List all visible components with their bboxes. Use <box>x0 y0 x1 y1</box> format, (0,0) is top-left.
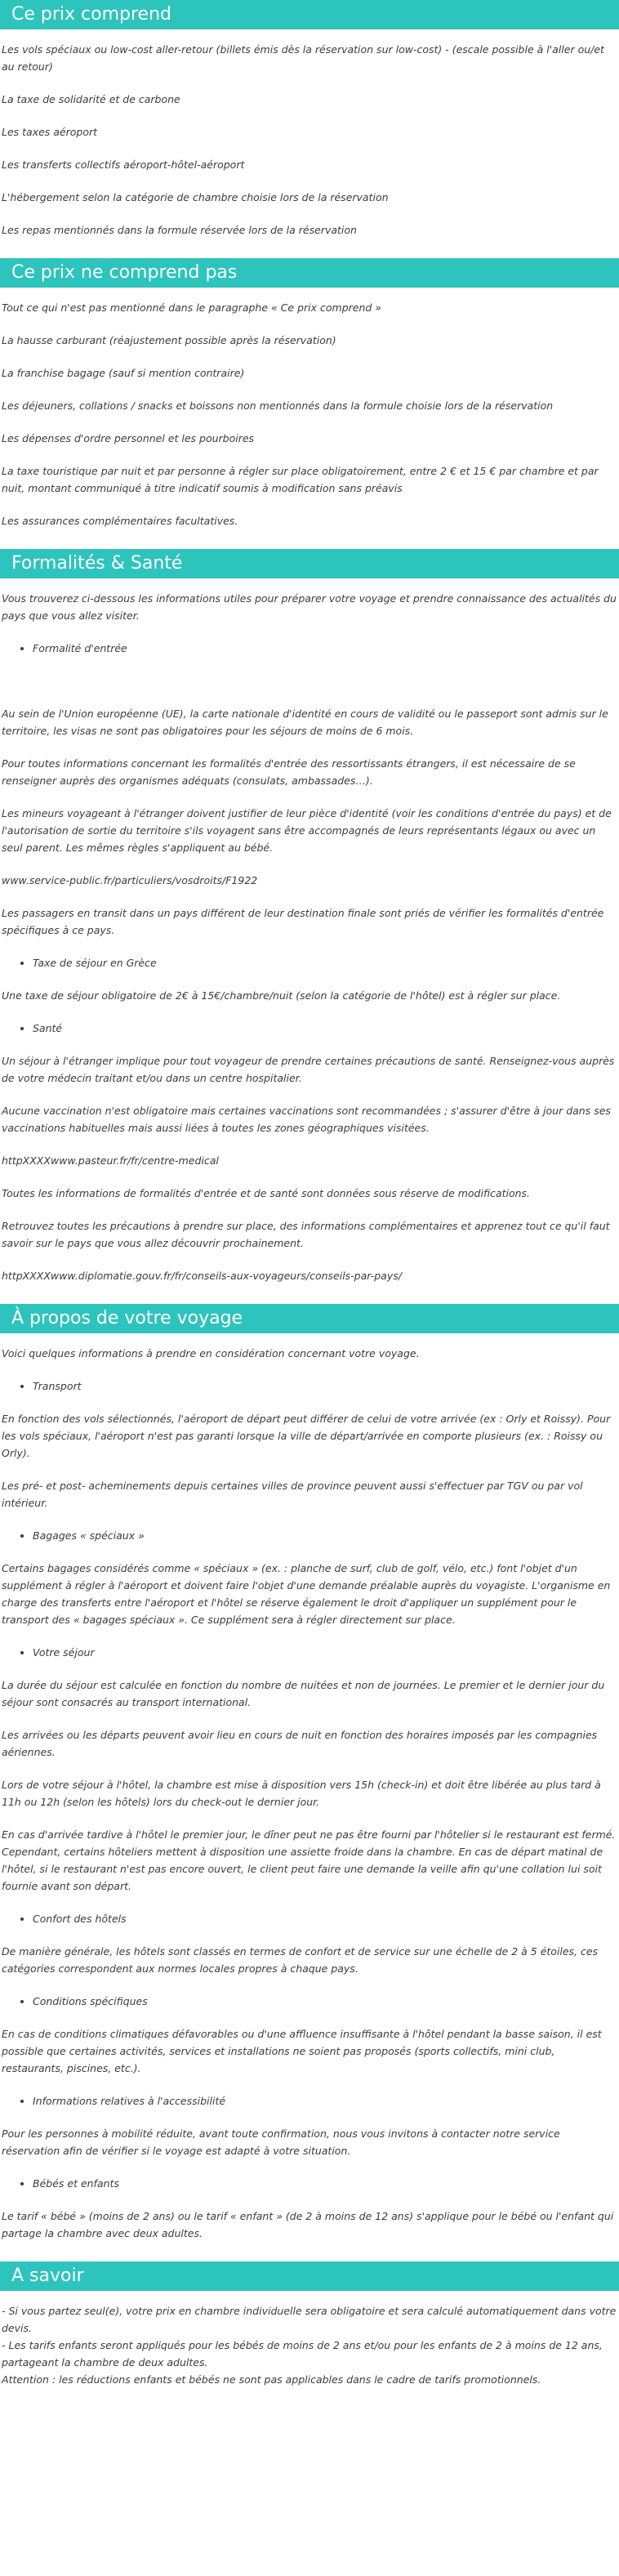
includes-item: Les vols spéciaux ou low-cost aller-retour (billets émis dès la réservation sur low-cost) - (escale possible à l'aller ou/et au retour) <box>2 43 604 73</box>
spacer <box>2 672 617 705</box>
bullet-bebes: • Bébés et enfants <box>33 2175 617 2192</box>
bullet-accessibility: • Informations relatives à l'accessibilité <box>33 2092 617 2109</box>
duree-paragraph: La durée du séjour est calculée en fonction du nombre de nuitées et non de journées. Le premier et le dernier jour du séjour sont consacrés au transport international. <box>2 1679 605 1708</box>
confort-paragraph: De manière générale, les hôtels sont classés en termes de confort et de service sur une échelle de 2 à 5 étoiles, ces catégories correspondent aux normes locales propres à chaque pays. <box>2 1945 599 1975</box>
vaccine-paragraph: Aucune vaccination n'est obligatoire mais certaines vaccinations sont recommandées ; s'assurer d'être à jour dans ses vaccinations habituelles mais aussi liées à toutes les zones géographiques visitées. <box>2 1105 611 1134</box>
bullet-list <box>2 1020 617 1037</box>
bullet-bagages: • Bagages « spéciaux » <box>33 1527 617 1544</box>
excludes-title: Ce prix ne comprend pas <box>0 258 619 288</box>
bullet-list <box>2 640 617 657</box>
foreign-paragraph: Pour toutes informations concernant les formalités d'entrée des ressortissants étrangers, il est nécessaire de se renseigner auprès des organismes adéquats (consulats, ambassades…). <box>2 757 576 787</box>
bullet-confort: • Confort des hôtels <box>33 1910 617 1927</box>
health-paragraph: Un séjour à l'étranger implique pour tout voyageur de prendre certaines précautions de santé. Renseignez-vous auprès de votre médecin traitant et/ou dans un centre hospitalier. <box>2 1055 615 1084</box>
excludes-list <box>0 299 619 529</box>
tardive-paragraph: En cas d'arrivée tardive à l'hôtel le premier jour, le dîner peut ne pas être fourni par l'hôtelier si le restaurant est fermé. Cependant, certains hôteliers mettent à disposition une assiette froide dans la chambre. En cas de départ matinal de l'hôtel, si le restaurant n'est pas encore ouvert, le client peut faire une demande la veille afin qu'une collation lui soit fournie avant son départ. <box>2 1828 616 1892</box>
about-intro: Voici quelques informations à prendre en considération concernant votre voyage. <box>2 1347 420 1359</box>
excludes-section <box>0 258 619 529</box>
savoir-line: Attention : les réductions enfants et bébés ne sont pas applicables dans le cadre de tarifs promotionnels. <box>2 2373 541 2386</box>
bagages-paragraph: Certains bagages considérés comme « spéciaux » (ex. : planche de surf, club de golf, vélo, etc.) font l'objet d'un supplément à régler à l'aéroport et doivent faire l'objet d'une demande préalable auprès du voyagiste. L'organisme en charge des transferts entre l'aéroport et l'hôtel se réserve également le droit d'appliquer un supplément pour le transport des « bagages spéciaux ». Ce supplément sera à régler directement sur place. <box>2 1562 611 1626</box>
bebes-paragraph: Le tarif « bébé » (moins de 2 ans) ou le tarif « enfant » (de 2 à moins de 12 ans) s'applique pour le bébé ou l'enfant qui partage la chambre avec deux adultes. <box>2 2210 614 2239</box>
tax-paragraph: Une taxe de séjour obligatoire de 2€ à 15€/chambre/nuit (selon la catégorie de l'hôtel) est à régler sur place. <box>2 989 561 1002</box>
bullet-list <box>2 954 617 971</box>
accessibility-paragraph: Pour les personnes à mobilité réduite, avant toute confirmation, nous vous invitons à contacter notre service réservation afin de vérifier si le voyage est adapté à votre situation. <box>2 2127 560 2157</box>
chambre-paragraph: Lors de votre séjour à l'hôtel, la chambre est mise à disposition vers 15h (check-in) et doit être libérée au plus tard à 11h ou 12h (selon les hôtels) lors du check-out le dernier jour. <box>2 1779 601 1808</box>
excludes-item: La hausse carburant (réajustement possible après la réservation) <box>2 334 336 346</box>
bullet-list <box>2 2175 617 2192</box>
retrouvez-paragraph: Retrouvez toutes les précautions à prendre sur place, des informations complémentaires et apprenez tout ce qu'il faut savoir sur le pays que vous allez découvrir prochainement. <box>2 1220 610 1249</box>
excludes-item: Tout ce qui n'est pas mentionné dans le paragraphe « Ce prix comprend » <box>2 301 382 314</box>
savoir-content <box>0 2302 619 2388</box>
conditions-paragraph: En cas de conditions climatiques défavorables ou d'une affluence insuffisante à l'hôtel pendant la basse saison, il est possible que certaines activités, services et installations ne soient pas proposés (sports collectifs, mini club, restaurants, piscines, etc.). <box>2 2028 602 2074</box>
bullet-list <box>2 1527 617 1544</box>
bullet-sejour: • Votre séjour <box>33 1644 617 1661</box>
bullet-list <box>2 1910 617 1927</box>
excludes-item: Les assurances complémentaires facultatives. <box>2 515 238 527</box>
preacheminement-paragraph: Les pré- et post- acheminements depuis certaines villes de province peuvent aussi s'effectuer par TGV ou par vol intérieur. <box>2 1480 583 1509</box>
service-public-link[interactable]: www.service-public.fr/particuliers/vosdroits/F1922 <box>2 874 258 886</box>
savoir-line: - Si vous partez seul(e), votre prix en chambre individuelle sera obligatoire et sera calculé automatiquement dans votre devis. <box>2 2305 617 2334</box>
formalities-content <box>0 590 619 1284</box>
diplomatie-link[interactable]: httpXXXXwww.diplomatie.gouv.fr/fr/conseils-aux-voyageurs/conseils-par-pays/ <box>2 1270 402 1282</box>
includes-item: Les repas mentionnés dans la formule réservée lors de la réservation <box>2 224 357 236</box>
includes-item: La taxe de solidarité et de carbone <box>2 93 180 105</box>
includes-section <box>0 0 619 239</box>
bullet-transport: • Transport <box>33 1377 617 1395</box>
pasteur-link[interactable]: httpXXXXwww.pasteur.fr/fr/centre-medical <box>2 1154 219 1167</box>
bullet-conditions: • Conditions spécifiques <box>33 1993 617 2010</box>
bullet-health: • Santé <box>33 1020 617 1037</box>
includes-title: Ce prix comprend <box>0 0 619 29</box>
about-title: À propos de votre voyage <box>0 1304 619 1333</box>
ue-paragraph: Au sein de l'Union européenne (UE), la carte nationale d'identité en cours de validité ou le passeport sont admis sur le territoire, les visas ne sont pas obligatoires pour les séjours de moins de 6 mois. <box>2 708 608 737</box>
bullet-list <box>2 1377 617 1395</box>
formalities-intro: Vous trouverez ci-dessous les informations utiles pour préparer votre voyage et prendre connaissance des actualités du pays que vous allez visiter. <box>2 592 617 622</box>
includes-list <box>0 41 619 239</box>
bullet-tax: • Taxe de séjour en Grèce <box>33 954 617 971</box>
savoir-section <box>0 2261 619 2388</box>
formalities-title: Formalités & Santé <box>0 549 619 578</box>
excludes-item: La taxe touristique par nuit et par personne à régler sur place obligatoirement, entre 2 € et 15 € par chambre et par nuit, montant communiqué à titre indicatif soumis à modification sans préavis <box>2 465 599 494</box>
minors-paragraph: Les mineurs voyageant à l'étranger doivent justifier de leur pièce d'identité (voir les conditions d'entrée du pays) et de l'autorisation de sortie du territoire s'ils voyagent sans être accompagnés de leurs représentants légaux ou avec un seul parent. Les mêmes règles s'appliquent au bébé. <box>2 807 612 854</box>
about-section <box>0 1304 619 2242</box>
formalities-section <box>0 549 619 1284</box>
includes-item: Les taxes aéroport <box>2 126 98 138</box>
includes-item: Les transferts collectifs aéroport-hôtel-aéroport <box>2 158 245 171</box>
bullet-list <box>2 1644 617 1661</box>
transit-paragraph: Les passagers en transit dans un pays différent de leur destination finale sont priés de vérifier les formalités d'entrée spécifiques à ce pays. <box>2 907 604 936</box>
excludes-item: Les dépenses d'ordre personnel et les pourboires <box>2 432 255 444</box>
includes-item: L'hébergement selon la catégorie de chambre choisie lors de la réservation <box>2 191 389 203</box>
arrivees-paragraph: Les arrivées ou les départs peuvent avoir lieu en cours de nuit en fonction des horaires imposés par les compagnies aériennes. <box>2 1729 598 1758</box>
bullet-list <box>2 2092 617 2109</box>
bullet-list <box>2 1993 617 2010</box>
savoir-line: - Les tarifs enfants seront appliqués pour les bébés de moins de 2 ans et/ou pour les enfants de 2 à moins de 12 ans, partageant la chambre de deux adultes. <box>2 2339 603 2368</box>
savoir-title: A savoir <box>0 2261 619 2291</box>
bullet-entry: • Formalité d'entrée <box>33 640 617 657</box>
about-content <box>0 1345 619 2242</box>
excludes-item: Les déjeuners, collations / snacks et boissons non mentionnés dans la formule choisie lors de la réservation <box>2 400 554 412</box>
excludes-item: La franchise bagage (sauf si mention contraire) <box>2 367 245 379</box>
transport-paragraph: En fonction des vols sélectionnés, l'aéroport de départ peut différer de celui de votre arrivée (ex : Orly et Roissy). Pour les vols spéciaux, l'aéroport n'est pas garanti lorsque la ville de départ/arrivée en comporte plusieurs (ex. : Roissy ou Orly). <box>2 1413 611 1459</box>
reserve-paragraph: Toutes les informations de formalités d'entrée et de santé sont données sous réserve de modifications. <box>2 1187 531 1199</box>
